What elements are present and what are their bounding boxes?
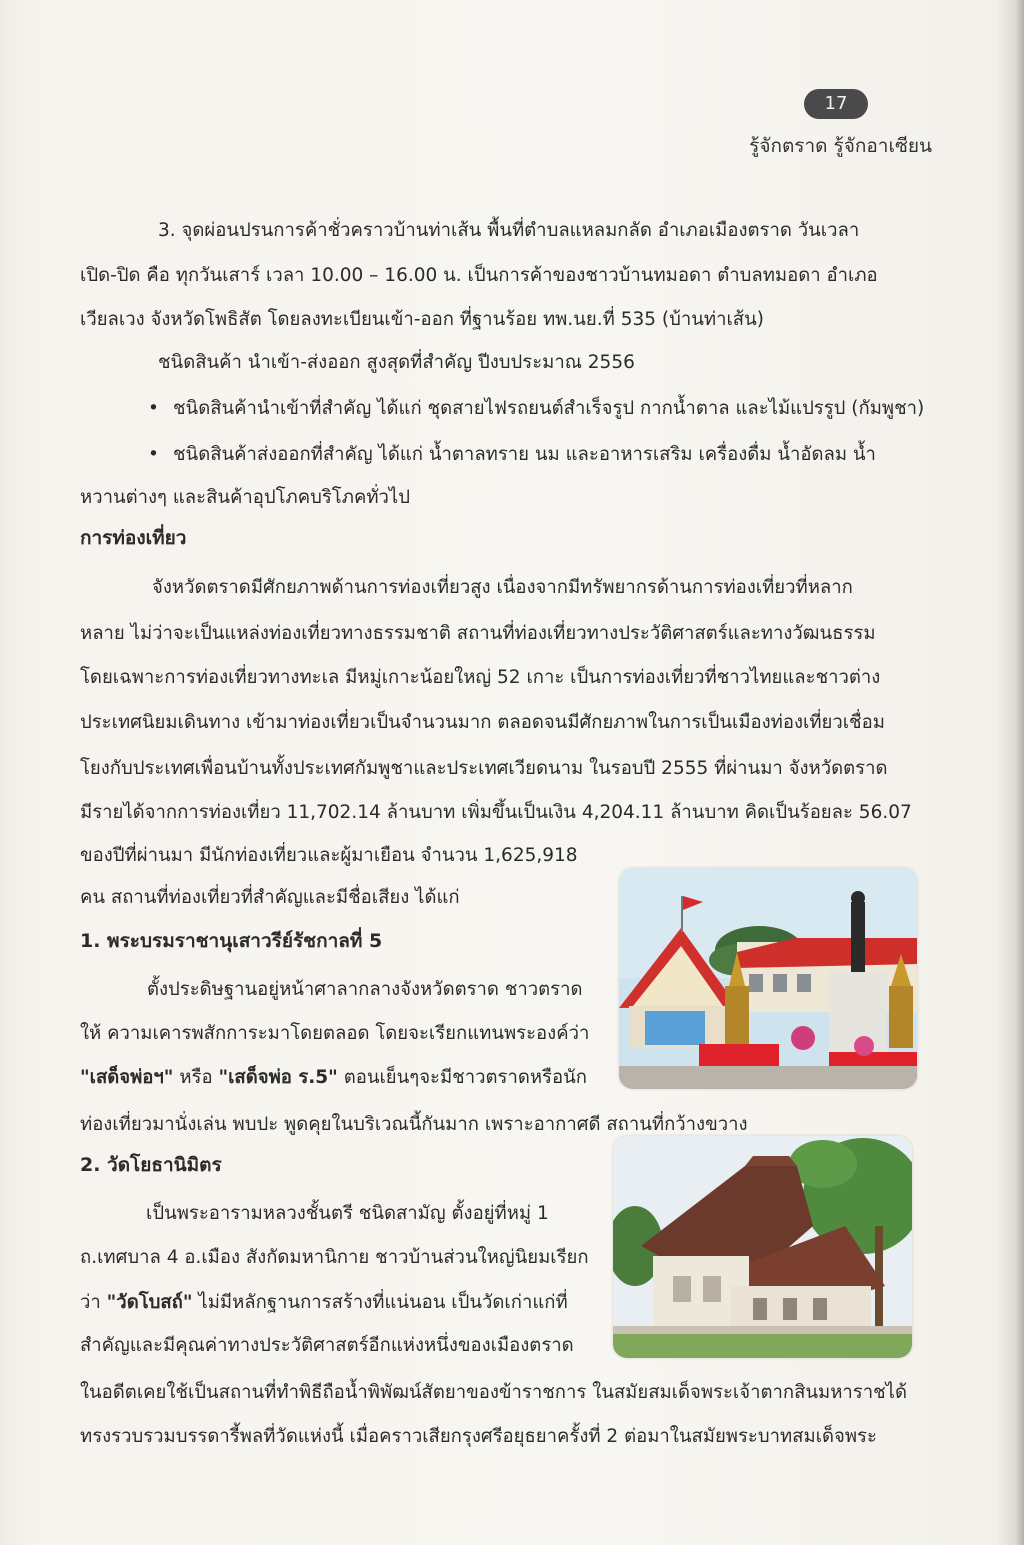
bullet-dot: •: [148, 444, 159, 465]
running-title: รู้จักตราด รู้จักอาเซียน: [749, 135, 932, 157]
temple-photo-illustration: [613, 1136, 912, 1358]
paragraph-line: หลาย ไม่ว่าจะเป็นแหล่งท่องเที่ยวทางธรรมชาติ สถานที่ท่องเที่ยวทางประวัติศาสตร์และทางวัฒนธรรม: [80, 623, 876, 644]
monument-photo-illustration: [619, 868, 917, 1089]
paragraph-line: [80, 1064, 587, 1092]
quoted-name: "วัดโบสถ์": [106, 1292, 193, 1313]
bullet-item: ชนิดสินค้าส่งออกที่สำคัญ ได้แก่ น้ำตาลทราย นม และอาหารเสริม เครื่องดื่ม น้ำอัดลม น้ำ: [173, 444, 876, 465]
paragraph-line: ให้ ความเคารพสักการะมาโดยตลอด โดยจะเรียกแทนพระองค์ว่า: [80, 1023, 590, 1044]
bullet-item-continued: หวานต่างๆ และสินค้าอุปโภคบริโภคทั่วไป: [80, 487, 410, 508]
paragraph-line: [80, 1289, 568, 1317]
paragraph-line: ประเทศนิยมเดินทาง เข้ามาท่องเที่ยวเป็นจำนวนมาก ตลอดจนมีศักยภาพในการเป็นเมืองท่องเที่ยวเชื่อม: [80, 712, 885, 733]
paragraph-line: เปิด-ปิด คือ ทุกวันเสาร์ เวลา 10.00 – 16.00 น. เป็นการค้าของชาวบ้านทมอดา ตำบลทมอดา อำเภอ: [80, 265, 878, 286]
paragraph-line: มีรายได้จากการท่องเที่ยว 11,702.14 ล้านบาท เพิ่มขึ้นเป็นเงิน 4,204.11 ล้านบาท คิดเป็นร้อยละ 56.07: [80, 802, 912, 823]
section-heading: การท่องเที่ยว: [80, 527, 187, 549]
paragraph-line: เวียลเวง จังหวัดโพธิสัต โดยลงทะเบียนเข้า-ออก ที่ฐานร้อย ทพ.นย.ที่ 535 (บ้านท่าเส้น): [80, 309, 764, 330]
paragraph-line: ของปีที่ผ่านมา มีนักท่องเที่ยวและผู้มาเยือน จำนวน 1,625,918: [80, 845, 578, 866]
paragraph-line: ทรงรวบรวมบรรดารี้พลที่วัดแห่งนี้ เมื่อคราวเสียกรุงศรีอยุธยาครั้งที่ 2 ต่อมาในสมัยพระบาทสมเด็จพระ: [80, 1426, 877, 1447]
book-spine-shadow: [996, 0, 1024, 1545]
paragraph-line: โยงกับประเทศเพื่อนบ้านทั้งประเทศกัมพูชาและประเทศเวียดนาม ในรอบปี 2555 ที่ผ่านมา จังหวัดตราด: [80, 758, 888, 779]
paragraph-line: คน สถานที่ท่องเที่ยวที่สำคัญและมีชื่อเสียง ได้แก่: [80, 887, 460, 908]
quoted-name: "เสด็จพ่อฯ": [80, 1067, 174, 1088]
paragraph-line: 3. จุดผ่อนปรนการค้าชั่วคราวบ้านท่าเส้น พื้นที่ตำบลแหลมกลัด อำเภอเมืองตราด วันเวลา: [158, 220, 860, 241]
paragraph-line: โดยเฉพาะการท่องเที่ยวทางทะเล มีหมู่เกาะน้อยใหญ่ 52 เกาะ เป็นการท่องเที่ยวที่ชาวไทยและชาวต่าง: [80, 667, 881, 688]
text-span: หรือ: [173, 1067, 219, 1088]
place-heading-1: 1. พระบรมราชานุเสาวรีย์รัชกาลที่ 5: [80, 930, 383, 952]
text-span: ตอนเย็นๆจะมีชาวตราดหรือนัก: [337, 1067, 587, 1088]
monument-photo: [619, 868, 917, 1089]
paragraph-line: ตั้งประดิษฐานอยู่หน้าศาลากลางจังหวัดตราด ชาวตราด: [147, 979, 583, 1000]
paragraph-line: เป็นพระอารามหลวงชั้นตรี ชนิดสามัญ ตั้งอยู่ที่หมู่ 1: [146, 1203, 549, 1224]
page-number: 17: [804, 89, 868, 119]
temple-photo: [613, 1136, 912, 1358]
paragraph-line: ถ.เทศบาล 4 อ.เมือง สังกัดมหานิกาย ชาวบ้านส่วนใหญ่นิยมเรียก: [80, 1247, 589, 1268]
bullet-dot: •: [148, 398, 159, 419]
place-heading-2: 2. วัดโยธานิมิตร: [80, 1154, 222, 1176]
paragraph-line: ในอดีตเคยใช้เป็นสถานที่ทำพิธีถือน้ำพิพัฒน์สัตยาของข้าราชการ ในสมัยสมเด็จพระเจ้าตากสินมหาราชได้: [80, 1382, 907, 1403]
paragraph-line: ท่องเที่ยวมานั่งเล่น พบปะ พูดคุยในบริเวณนี้กันมาก เพราะอากาศดี สถานที่กว้างขวาง: [80, 1114, 748, 1135]
paragraph-line: จังหวัดตราดมีศักยภาพด้านการท่องเที่ยวสูง เนื่องจากมีทรัพยากรด้านการท่องเที่ยวที่หลาก: [152, 577, 853, 598]
paragraph-line: ชนิดสินค้า นำเข้า-ส่งออก สูงสุดที่สำคัญ ปีงบประมาณ 2556: [158, 352, 635, 373]
text-span: ไม่มีหลักฐานการสร้างที่แน่นอน เป็นวัดเก่าแก่ที่: [192, 1292, 568, 1313]
bullet-item: ชนิดสินค้านำเข้าที่สำคัญ ได้แก่ ชุดสายไฟรถยนต์สำเร็จรูป กากน้ำตาล และไม้แปรรูป (กัมพูชา): [173, 398, 925, 419]
paragraph-line: สำคัญและมีคุณค่าทางประวัติศาสตร์อีกแห่งหนึ่งของเมืองตราด: [80, 1335, 574, 1356]
quoted-name: "เสด็จพ่อ ร.5": [218, 1067, 338, 1088]
text-span: ว่า: [80, 1292, 107, 1313]
